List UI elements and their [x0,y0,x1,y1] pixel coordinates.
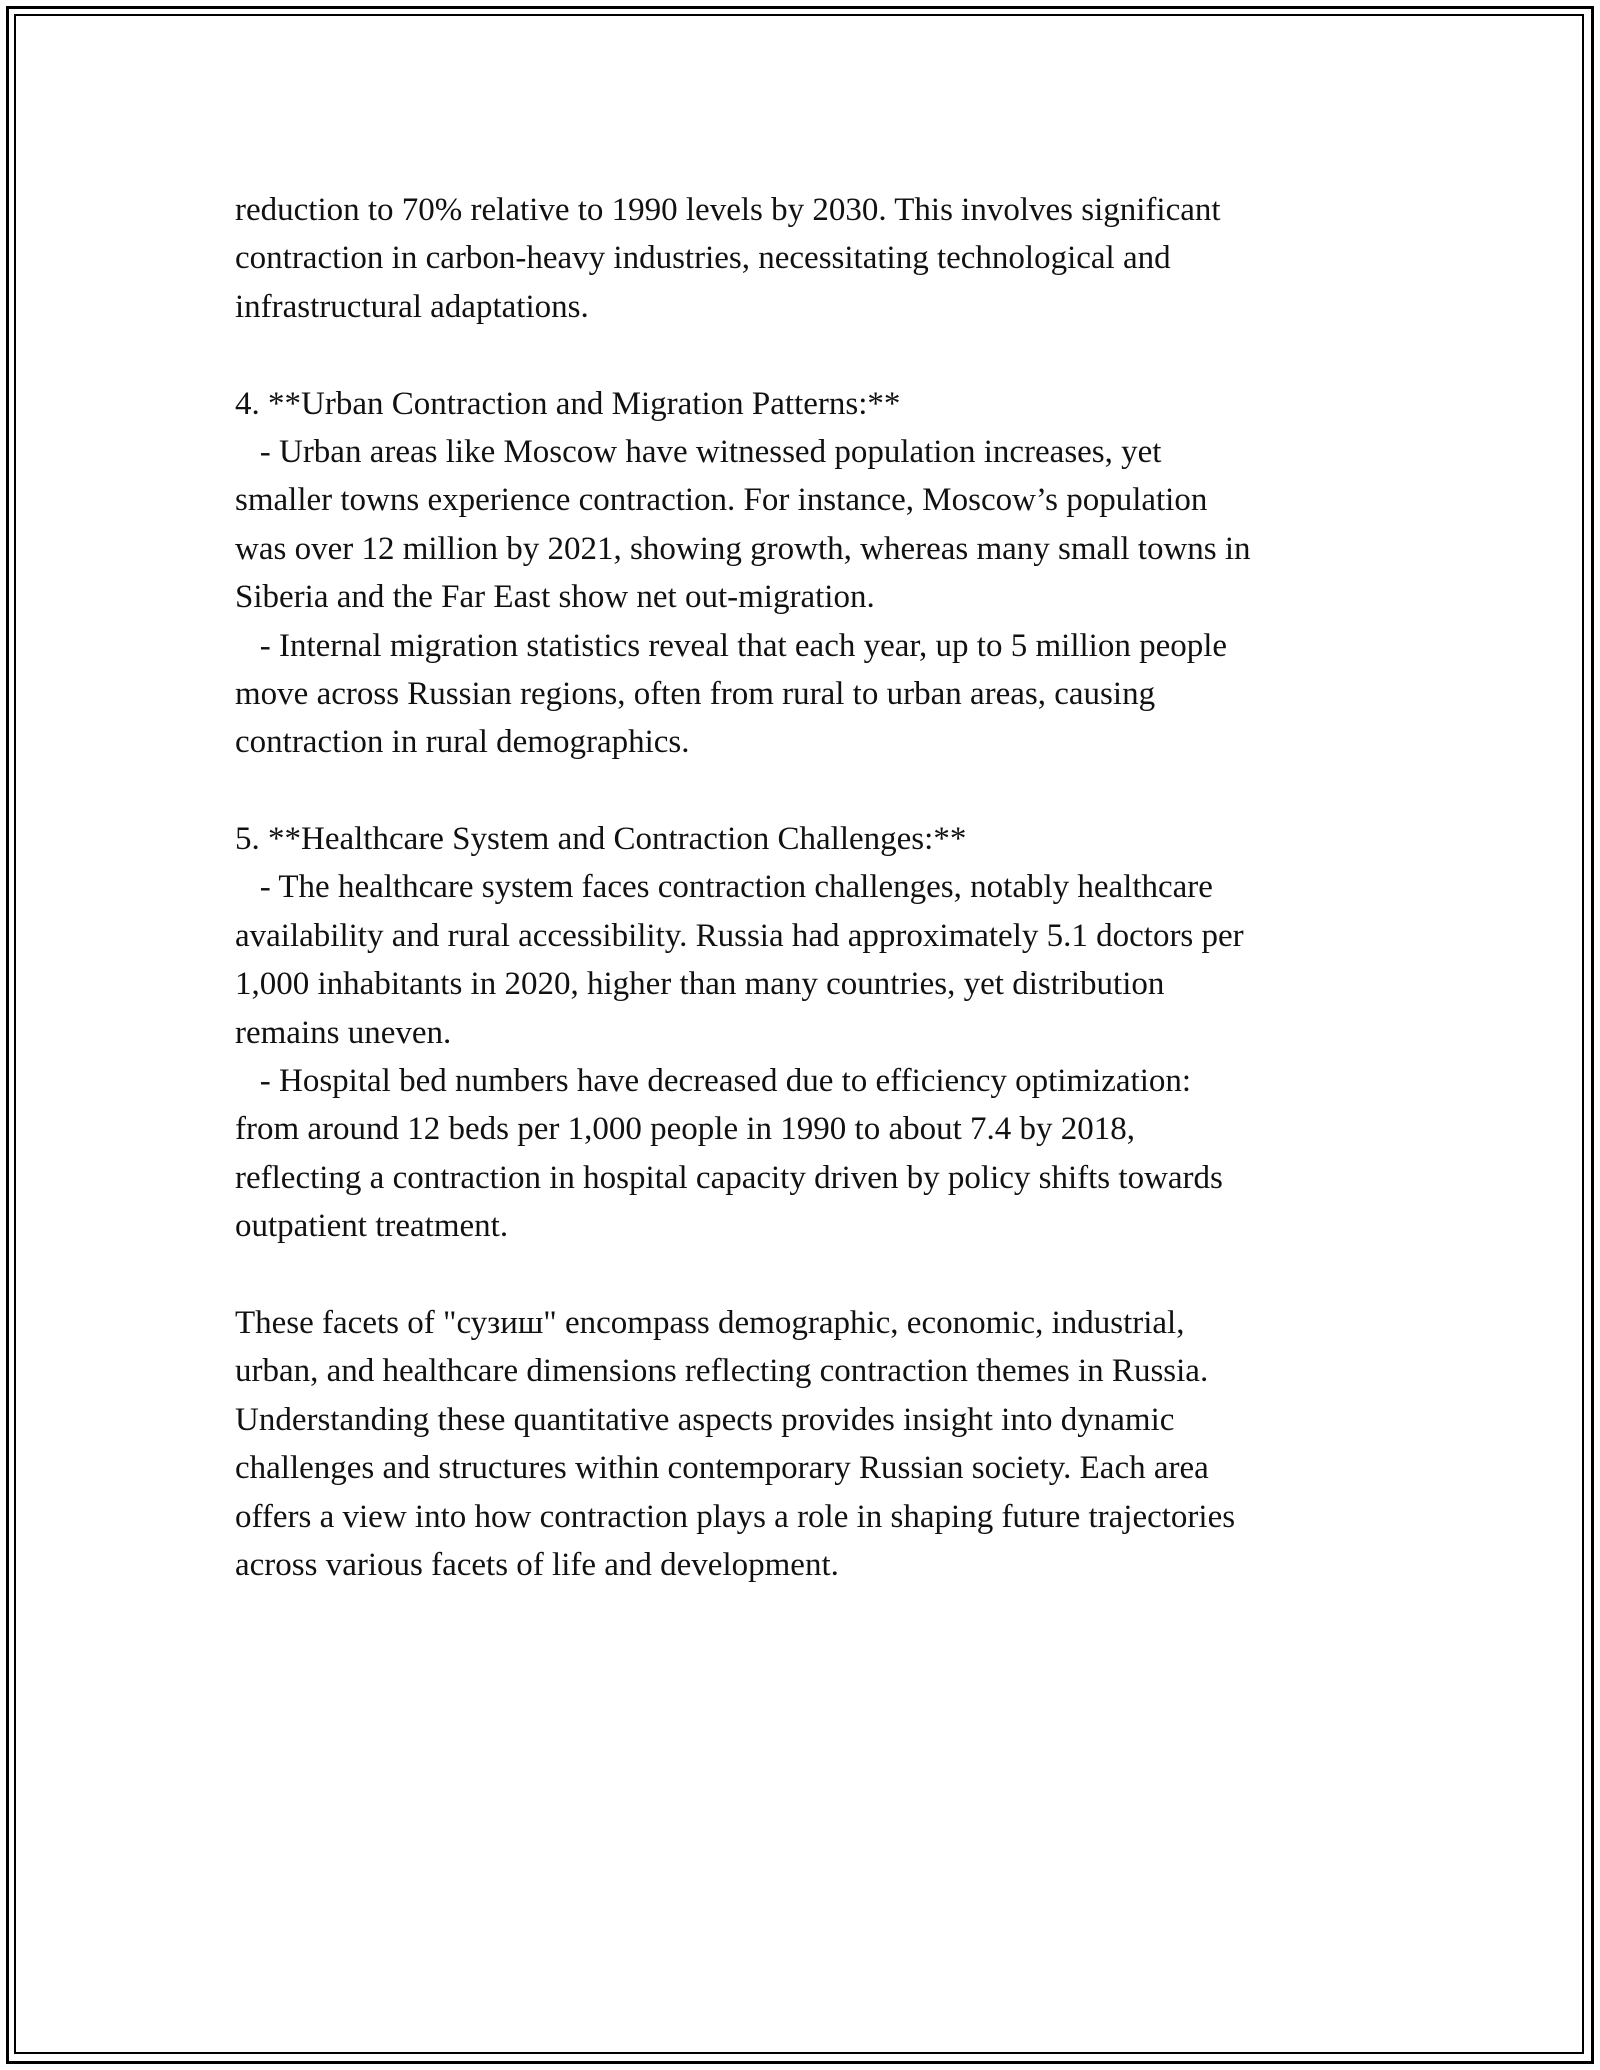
paragraph-gap [235,767,1395,815]
section-heading: 5. **Healthcare System and Contraction Challenges:** [235,821,967,858]
text-line: infrastructural adaptations. [235,288,589,325]
text-line: Siberia and the Far East show net out-migration. [235,579,875,616]
text-line: urban, and healthcare dimensions reflecting contraction themes in Russia. [235,1353,1209,1390]
text-line: move across Russian regions, often from rural to urban areas, causing [235,675,1156,712]
section-heading: 4. **Urban Contraction and Migration Patterns:** [235,385,901,422]
text-line: offers a view into how contraction plays a role in shaping future trajectories [235,1498,1236,1535]
paragraph-emissions-continuation [235,186,1395,331]
text-line: remains uneven. [235,1014,452,1051]
text-line: contraction in carbon-heavy industries, necessitating technological and [235,240,1171,277]
text-line: - Urban areas like Moscow have witnessed population increases, yet [235,433,1162,470]
text-line: from around 12 beds per 1,000 people in 1990 to about 7.4 by 2018, [235,1111,1136,1148]
paragraph-gap [235,1251,1395,1299]
text-line: contraction in rural demographics. [235,724,690,761]
text-line: - The healthcare system faces contraction challenges, notably healthcare [235,869,1213,906]
text-line: reflecting a contraction in hospital capacity driven by policy shifts towards [235,1159,1223,1196]
paragraph-gap [235,331,1395,379]
text-line: challenges and structures within contemporary Russian society. Each area [235,1450,1209,1487]
text-line: Understanding these quantitative aspects provides insight into dynamic [235,1401,1175,1438]
text-line: - Internal migration statistics reveal that each year, up to 5 million people [235,627,1228,664]
document-body [235,186,1395,1589]
text-line: availability and rural accessibility. Russia had approximately 5.1 doctors per [235,917,1244,954]
text-line: These facets of "сузиш" encompass demographic, economic, industrial, [235,1304,1185,1341]
section-urban-contraction [235,380,1395,767]
text-line: smaller towns experience contraction. For instance, Moscow’s population [235,482,1208,519]
text-line: across various facets of life and development. [235,1546,839,1583]
text-line: - Hospital bed numbers have decreased due to efficiency optimization: [235,1063,1192,1100]
text-line: 1,000 inhabitants in 2020, higher than many countries, yet distribution [235,966,1165,1003]
text-line: was over 12 million by 2021, showing growth, whereas many small towns in [235,530,1251,567]
text-line: reduction to 70% relative to 1990 levels by 2030. This involves significant [235,192,1221,228]
text-line: outpatient treatment. [235,1208,509,1245]
paragraph-conclusion [235,1299,1395,1589]
section-healthcare-contraction [235,815,1395,1251]
